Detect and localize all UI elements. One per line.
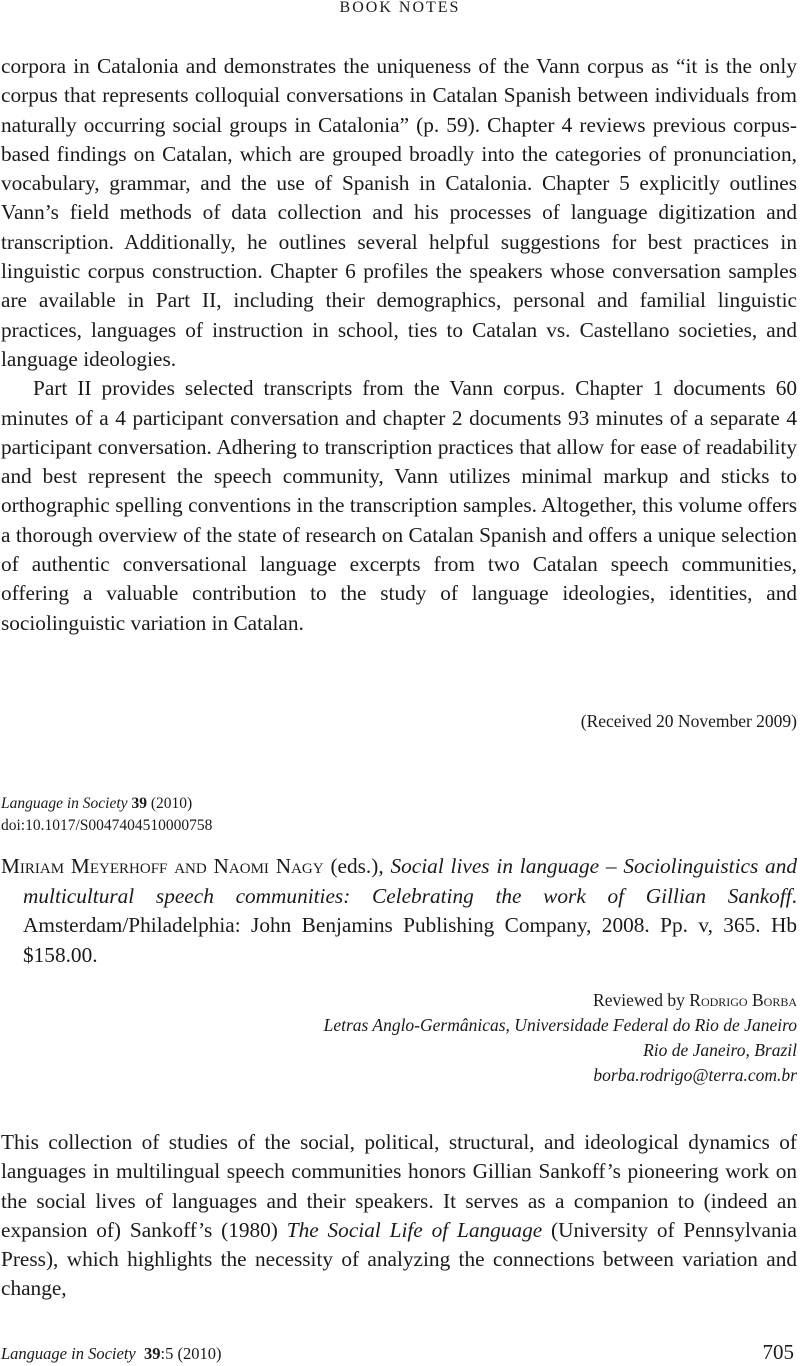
publication-details: . Amsterdam/Philadelphia: John Benjamins Publishing Company, 2008. Pp. v, 365. Hb $158.00.	[23, 883, 797, 967]
page-number: 705	[762, 1340, 794, 1364]
review-text-start: This collection of studies of the social, political, structural, and ideological dynamics of languages in multilingual speech communities honors Gillian Sankoff’s pioneering work on the social lives of languages and their speakers. It serves as a companion to (indeed an expansion of) Sankoff’s (1980)	[1, 1130, 797, 1242]
paragraph-2: Part II provides selected transcripts from the Vann corpus. Chapter 1 documents 60 minutes of a 4 participant conversation and chapter 2 documents 93 minutes of a separate 4 participant conversation. Adhering to transcription practices that allow for ease of readability and best represent the speech community, Vann utilizes minimal markup and sticks to orthographic spelling conventions in the transcription samples. Altogether, this volume offers a thorough overview of the state of research on Catalan Spanish and offers a unique selection of authentic conversational language excerpts from two Catalan speech communities, offering a valuable contribution to the study of language ideologies, identities, and sociolinguistic variation in Catalan.	[1, 376, 797, 635]
doi: doi:10.1017/S0047404510000758	[1, 817, 213, 834]
page-footer	[1, 1342, 797, 1364]
review-paragraph	[1, 1128, 797, 1304]
running-head: BOOK NOTES	[339, 0, 461, 16]
eds-marker: (eds.),	[330, 854, 384, 878]
cited-book-title: The Social Life of Language	[286, 1217, 543, 1242]
reviewer-email: borba.rodrigo@terra.com.br	[593, 1065, 797, 1085]
paragraph-1: corpora in Catalonia and demonstrates the uniqueness of the Vann corpus as “it is the only corpus that represents colloquial conversations in Catalan Spanish between individuals from naturally occurring social groups in Catalonia” (p. 59). Chapter 4 reviews previous corpus-based findings on Catalan, which are grouped broadly into the categories of pronunciation, vocabulary, grammar, and the use of Spanish in Catalonia. Chapter 5 explicitly outlines Vann’s field methods of data collection and his processes of language digitization and transcription. Additionally, he outlines several helpful suggestions for best practices in linguistic corpus construction. Chapter 6 profiles the speakers whose conversation samples are available in Part II, including their demographics, personal and familial linguistic practices, languages of instruction in school, ties to Catalan vs. Castellano societies, and language ideologies.	[1, 54, 797, 371]
reviewer-location: Rio de Janeiro, Brazil	[643, 1040, 797, 1060]
reviewer-line	[593, 988, 797, 1012]
journal-reference	[1, 793, 192, 815]
journal-year: (2010)	[150, 795, 193, 812]
review-body	[1, 1128, 797, 1304]
book-title: Social lives in language – Sociolinguistics and multicultural speech communities: Celebrating the work of Gillian Sankoff	[23, 854, 797, 908]
footer-journal: Language in Society	[1, 1344, 136, 1363]
footer-citation	[1, 1344, 221, 1364]
editors: Miriam Meyerhoff and Naomi Nagy	[1, 854, 324, 878]
reviewed-by-label: Reviewed by	[593, 990, 685, 1010]
journal-title: Language in Society	[1, 795, 128, 812]
reviewer-affiliation: Letras Anglo-Germânicas, Universidade Federal do Rio de Janeiro	[323, 1015, 797, 1035]
review-text-end: (University of Pennsylvania Press), which highlights the necessity of analyzing the connections between variation and change,	[1, 1217, 797, 1301]
footer-issue-number: :5 (2010)	[160, 1344, 222, 1363]
review-continuation	[1, 52, 797, 638]
received-date: (Received 20 November 2009)	[580, 711, 797, 731]
journal-volume: 39	[131, 795, 147, 812]
footer-issue: 39	[143, 1344, 161, 1363]
book-citation	[1, 852, 797, 970]
reviewer-name: Rodrigo Borba	[689, 990, 797, 1010]
